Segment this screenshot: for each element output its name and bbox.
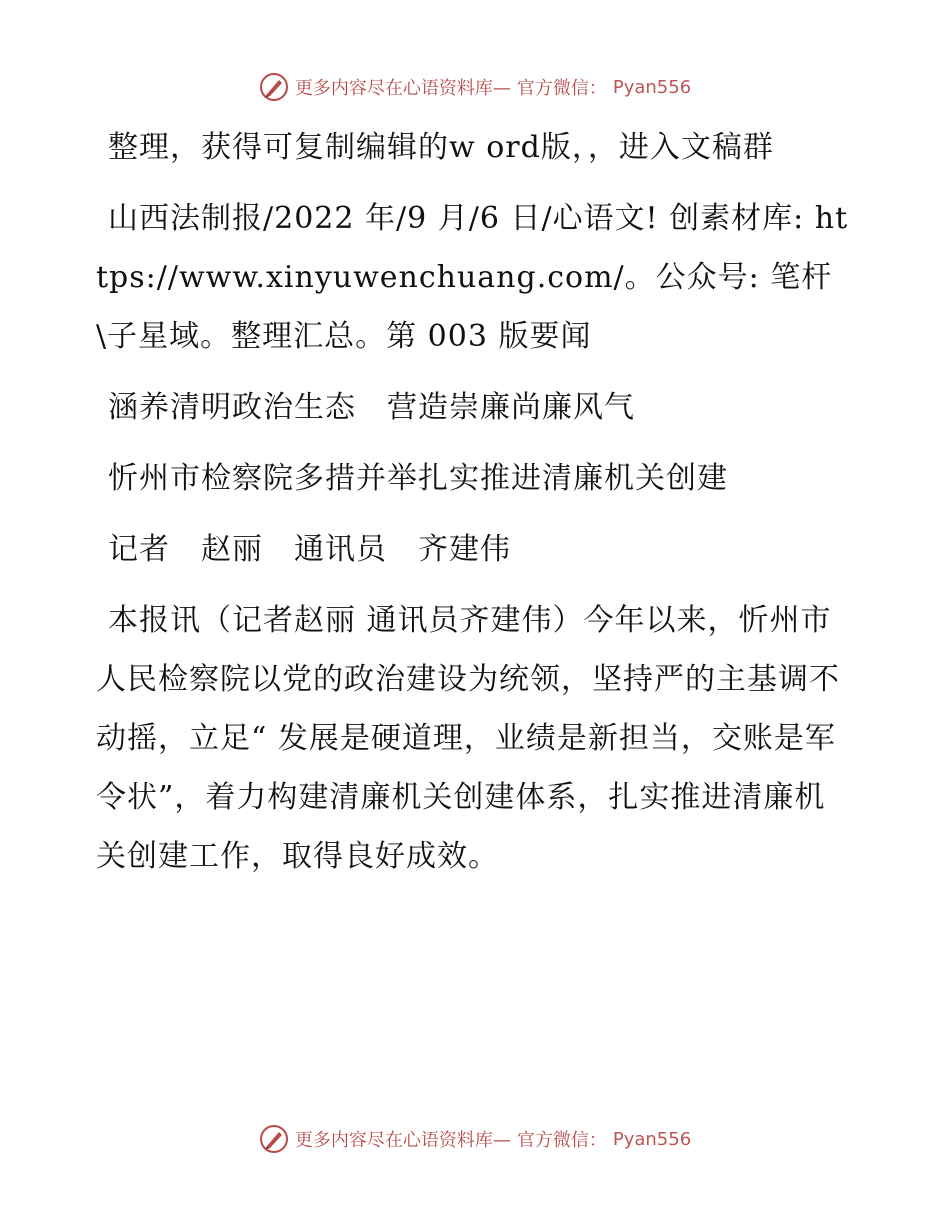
banner-text: 更多内容尽在心语资料库— [294,1130,511,1151]
pen-feather-logo-icon [259,72,289,102]
byline: 记者 赵丽 通讯员 齐建伟 [108,532,511,567]
source-paragraph: 山西法制报/2022 年/9 月/6 日/心语文! 创素材库: https://www.xinyuwenchuang.com/。公众号: 笔杆\子星域。整理汇总。第 003 版要闻 [96,201,849,354]
banner-text: 更多内容尽在心语资料库— [294,78,511,99]
header-banner [0,72,950,102]
footer-banner [0,1124,950,1154]
banner-wechat-label: 官方微信： [516,78,607,99]
pen-feather-logo-icon [259,1124,289,1154]
article-paragraph: 本报讯（记者赵丽 通讯员齐建伟）今年以来，忻州市人民检察院以党的政治建设为统领，坚持严的主基调不动摇，立足“ 发展是硬道理，业绩是新担当，交账是军令状”，着力构建清廉机关创建体系，扎实推进清廉机关创建工作，取得良好成效。 [96,603,840,874]
banner-wechat-label: 官方微信： [516,1130,607,1151]
headline-2: 忻州市检察院多措并举扎实推进清廉机关创建 [108,461,728,496]
intro-paragraph: 整理，获得可复制编辑的w ord版，，进入文稿群 [108,130,774,165]
headline-1: 涵养清明政治生态 营造崇廉尚廉风气 [108,390,635,425]
document-body [96,118,856,898]
banner-wechat-id: Pyan556 [612,76,692,98]
banner-wechat-id: Pyan556 [612,1128,692,1150]
